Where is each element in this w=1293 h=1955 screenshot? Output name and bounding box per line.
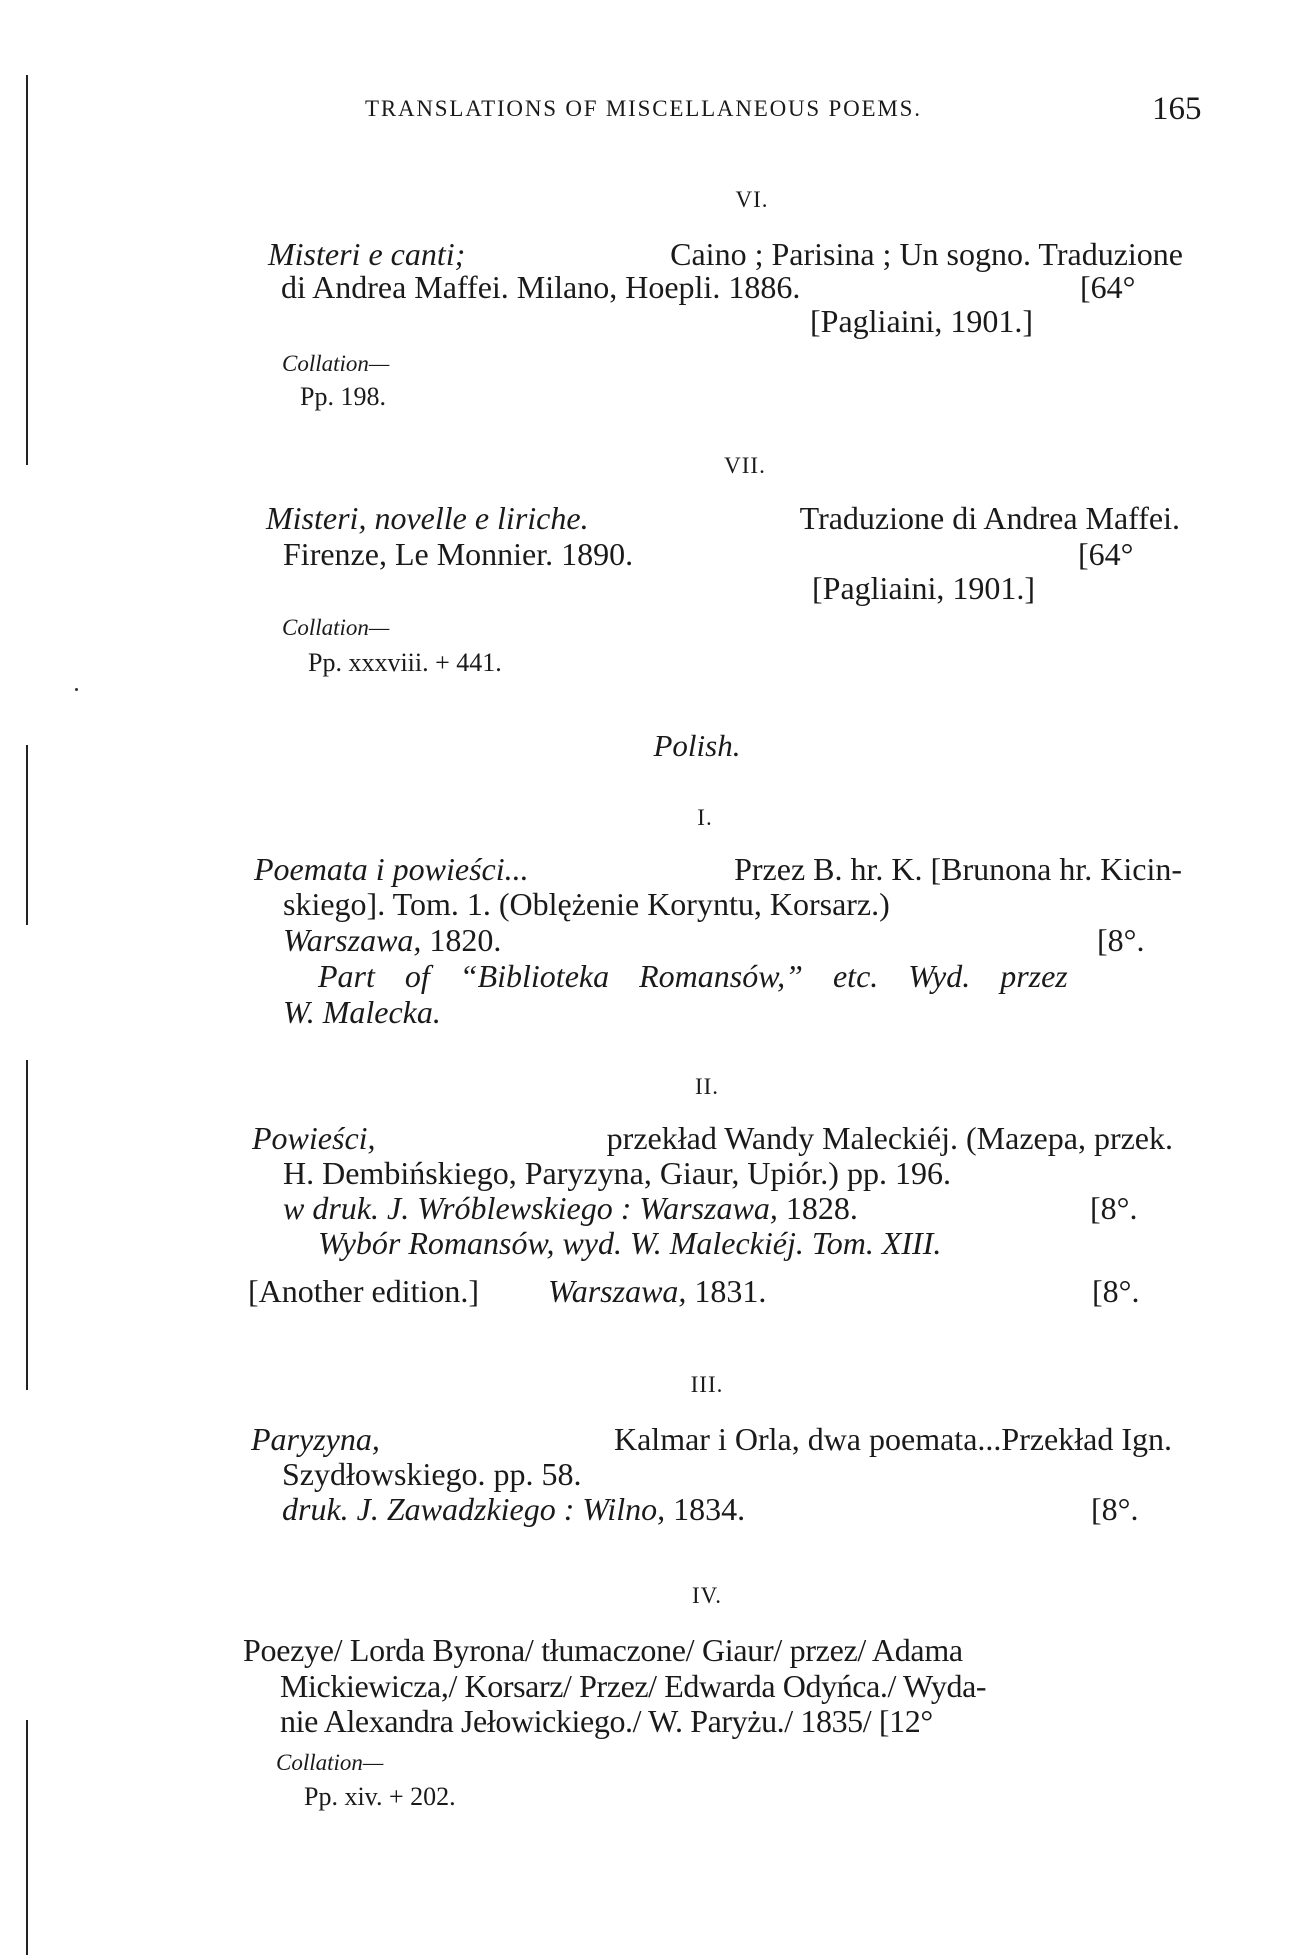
page-speck (75, 688, 78, 691)
collation-value: Pp. xxxviii. + 441. (308, 648, 502, 677)
entry-title: Poemata i powieści... (254, 851, 529, 887)
entry-numeral: II. (694, 1074, 720, 1099)
entry-title: Powieści, (252, 1120, 376, 1156)
page-gutter-line (26, 75, 28, 465)
entry-line (283, 1192, 858, 1224)
entry-line: di Andrea Maffei. Milano, Hoepli. 1886. (281, 269, 801, 305)
imprint-year: 1831. (694, 1273, 767, 1309)
entry-line (283, 924, 501, 956)
entry-line (548, 1275, 766, 1307)
entry-text: Traduzione di Andrea Maffei. (799, 500, 1180, 536)
imprint-printer: w druk. J. Wróblewskiego : Warszawa, (283, 1190, 778, 1226)
entry-line: skiego]. Tom. 1. (Oblężenie Koryntu, Korsarz.) (283, 886, 890, 922)
collation-label: Collation— (276, 1750, 384, 1775)
collation-label: Collation— (282, 615, 390, 640)
imprint-printer: druk. J. Zawadzkiego : Wilno, (282, 1491, 666, 1527)
another-edition-label: [Another edition.] (248, 1273, 480, 1309)
section-title: Polish. (653, 728, 741, 763)
imprint-place: Warszawa, (283, 922, 422, 958)
entry-line (266, 502, 1180, 534)
entry-line (251, 1423, 1172, 1455)
page-gutter-line (26, 745, 28, 925)
entry-numeral: VII. (724, 453, 766, 478)
source-citation: [Pagliaini, 1901.] (810, 303, 1034, 339)
entry-numeral: IV. (691, 1583, 723, 1608)
collation-label: Collation— (282, 351, 390, 376)
format-size: [8°. (1097, 922, 1145, 958)
entry-numeral: III. (690, 1372, 724, 1397)
page-gutter-line (26, 1720, 28, 1955)
entry-numeral: VI. (735, 187, 769, 212)
entry-line (252, 1122, 1173, 1154)
entry-text: przekład Wandy Maleckiéj. (Mazepa, przek. (606, 1120, 1173, 1156)
entry-line: nie Alexandra Jełowickiego./ W. Paryżu./ 1835/ [12° (280, 1703, 933, 1739)
entry-line: Firenze, Le Monnier. 1890. (283, 536, 634, 572)
entry-numeral: I. (697, 805, 713, 830)
entry-title: Misteri e canti; (268, 236, 466, 272)
format-size: [8°. (1090, 1190, 1138, 1226)
series-note: Wybór Romansów, wyd. W. Maleckiéj. Tom. XIII. (318, 1225, 942, 1261)
imprint-year: 1820. (429, 922, 502, 958)
collation-value: Pp. xiv. + 202. (304, 1782, 456, 1811)
series-note: W. Malecka. (283, 994, 441, 1030)
format-size: [64° (1078, 536, 1134, 572)
format-size: [64° (1080, 269, 1136, 305)
entry-line: Szydłowskiego. pp. 58. (282, 1456, 582, 1492)
series-note: Part of “Biblioteka Romansów,” etc. Wyd. przez (318, 958, 1068, 994)
entry-line: Poezye/ Lorda Byrona/ tłumaczone/ Giaur/ przez/ Adama (243, 1632, 963, 1668)
entry-line (268, 238, 1183, 270)
imprint-place: Warszawa, (548, 1273, 687, 1309)
entry-text: Caino ; Parisina ; Un sogno. Traduzione (670, 236, 1183, 272)
entry-line: Mickiewicza,/ Korsarz/ Przez/ Edwarda Odyńca./ Wyda- (280, 1668, 987, 1704)
entry-line (282, 1493, 745, 1525)
page-number: 165 (1152, 91, 1202, 127)
running-title: TRANSLATIONS OF MISCELLANEOUS POEMS. (365, 96, 922, 121)
imprint-year: 1834. (673, 1491, 746, 1527)
collation-value: Pp. 198. (300, 382, 386, 411)
entry-line: H. Dembińskiego, Paryzyna, Giaur, Upiór.) pp. 196. (283, 1155, 951, 1191)
entry-line (254, 853, 1182, 885)
format-size: [8°. (1091, 1491, 1139, 1527)
format-size: [8°. (1092, 1273, 1140, 1309)
entry-title: Paryzyna, (251, 1421, 380, 1457)
source-citation: [Pagliaini, 1901.] (812, 570, 1036, 606)
entry-text: Kalmar i Orla, dwa poemata...Przekład Ign. (613, 1421, 1172, 1457)
page-gutter-line (26, 1060, 28, 1390)
entry-title: Misteri, novelle e liriche. (266, 500, 589, 536)
imprint-year: 1828. (785, 1190, 858, 1226)
entry-text: Przez B. hr. K. [Brunona hr. Kicin- (734, 851, 1182, 887)
